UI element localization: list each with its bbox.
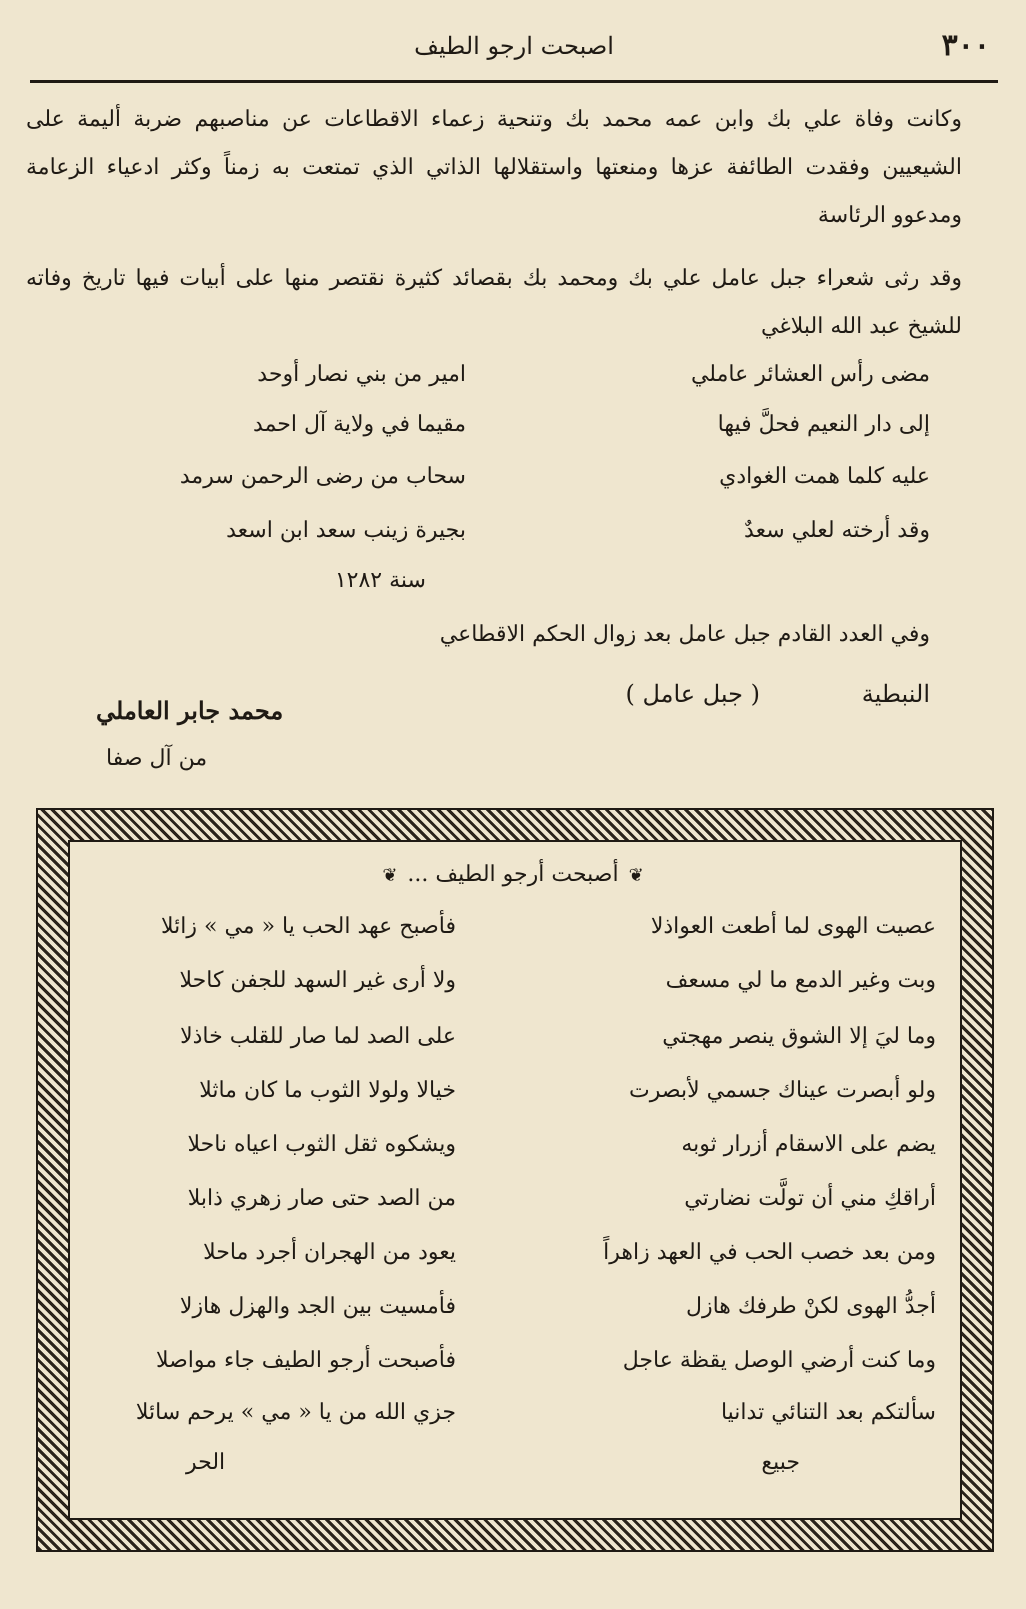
poem-line-3-right: وما ليَ إلا الشوق ينصر مهجتي: [662, 1024, 936, 1049]
next-issue-note: وفي العدد القادم جبل عامل بعد زوال الحكم الاقطاعي: [439, 622, 930, 647]
page-number: ٣٠٠: [941, 28, 990, 63]
signature-region: ( جبل عامل ): [625, 680, 760, 708]
poem-line-10-left: جزي الله من يا « مي » يرحم سائلا: [135, 1400, 456, 1425]
elegy-line-4-right: وقد أرخته لعلي سعدٌ: [744, 518, 930, 543]
poem-line-6-right: أراقكِ مني أن تولَّت نضارتي: [684, 1186, 936, 1211]
elegy-line-2-left: مقيما في ولاية آل احمد: [253, 412, 466, 437]
paragraph-1: وكانت وفاة علي بك وابن عمه محمد بك وتنحية زعماء الاقطاعات عن مناصبهم ضربة أليمة على الشيعيين وفقدت الطائفة عزها ومنعتها واستقلالها الذاتي الذي تمتعت به زمناً وكثر ادعياء الزعامة ومدعوو الرئاسة: [26, 107, 962, 228]
poem-line-2-right: وبت وغير الدمع ما لي مسعف: [665, 968, 936, 993]
elegy-line-1-left: امير من بني نصار أوحد: [257, 362, 466, 387]
elegy-line-3-left: سحاب من رضى الرحمن سرمد: [179, 464, 466, 489]
poem-line-1-left: فأصبح عهد الحب يا « مي » زائلا: [161, 914, 456, 939]
poem-title: أصبحت أرجو الطيف ...: [407, 862, 619, 887]
author-family: من آل صفا: [106, 746, 208, 771]
elegy-line-4-left: بجيرة زينب سعد ابن اسعد: [226, 518, 466, 543]
poem-line-9-right: وما كنت أرضي الوصل يقظة عاجل: [622, 1348, 936, 1373]
ornament-icon: ❦: [628, 865, 644, 886]
author-name: محمد جابر العاملي: [96, 696, 284, 725]
poem-line-5-right: يضم على الاسقام أزرار ثوبه: [681, 1132, 936, 1157]
poem-line-7-right: ومن بعد خصب الحب في العهد زاهراً: [603, 1240, 936, 1265]
paragraph-2: وقد رثى شعراء جبل عامل علي بك ومحمد بك بقصائد كثيرة نقتصر منها على أبيات فيها تاريخ وفاته للشيخ عبد الله البلاغي: [26, 266, 962, 339]
poem-heading: [0, 862, 1026, 887]
poem-line-8-left: فأمسيت بين الجد والهزل هازلا: [179, 1294, 456, 1319]
poem-line-1-right: عصيت الهوى لما أطعت العواذلا: [650, 914, 936, 939]
poem-line-4-left: خيالا ولولا الثوب ما كان ماثلا: [199, 1078, 456, 1103]
poem-line-4-right: ولو أبصرت عيناك جسمي لأبصرت: [629, 1078, 936, 1103]
elegy-line-3-right: عليه كلما همت الغوادي: [719, 464, 930, 489]
poem-line-10-right: سألتكم بعد التنائي تدانيا: [720, 1400, 936, 1425]
elegy-line-2-right: إلى دار النعيم فحلَّ فيها: [717, 412, 930, 437]
ornament-icon: ❦: [382, 865, 398, 886]
signature-place: النبطية: [861, 680, 930, 708]
poem-line-5-left: ويشكوه ثقل الثوب اعياه ناحلا: [187, 1132, 456, 1157]
elegy-year: سنة ١٢٨٢: [334, 568, 426, 593]
poem-line-9-left: فأصبحت أرجو الطيف جاء مواصلا: [155, 1348, 456, 1373]
poem-sign-right: جبيع: [761, 1450, 800, 1475]
poem-line-7-left: يعود من الهجران أجرد ماحلا: [203, 1240, 456, 1265]
running-title: اصبحت ارجو الطيف: [414, 32, 614, 60]
poem-line-3-left: على الصد لما صار للقلب خاذلا: [180, 1024, 456, 1049]
elegy-line-1-right: مضى رأس العشائر عاملي: [690, 362, 930, 387]
poem-line-8-right: أجدُّ الهوى لكنْ طرفك هازل: [686, 1294, 936, 1319]
poem-line-6-left: من الصد حتى صار زهري ذابلا: [187, 1186, 456, 1211]
poem-line-2-left: ولا أرى غير السهد للجفن كاحلا: [179, 968, 456, 993]
header-rule: [30, 80, 998, 83]
poem-sign-left: الحر: [186, 1450, 226, 1475]
page-header: [30, 22, 998, 82]
